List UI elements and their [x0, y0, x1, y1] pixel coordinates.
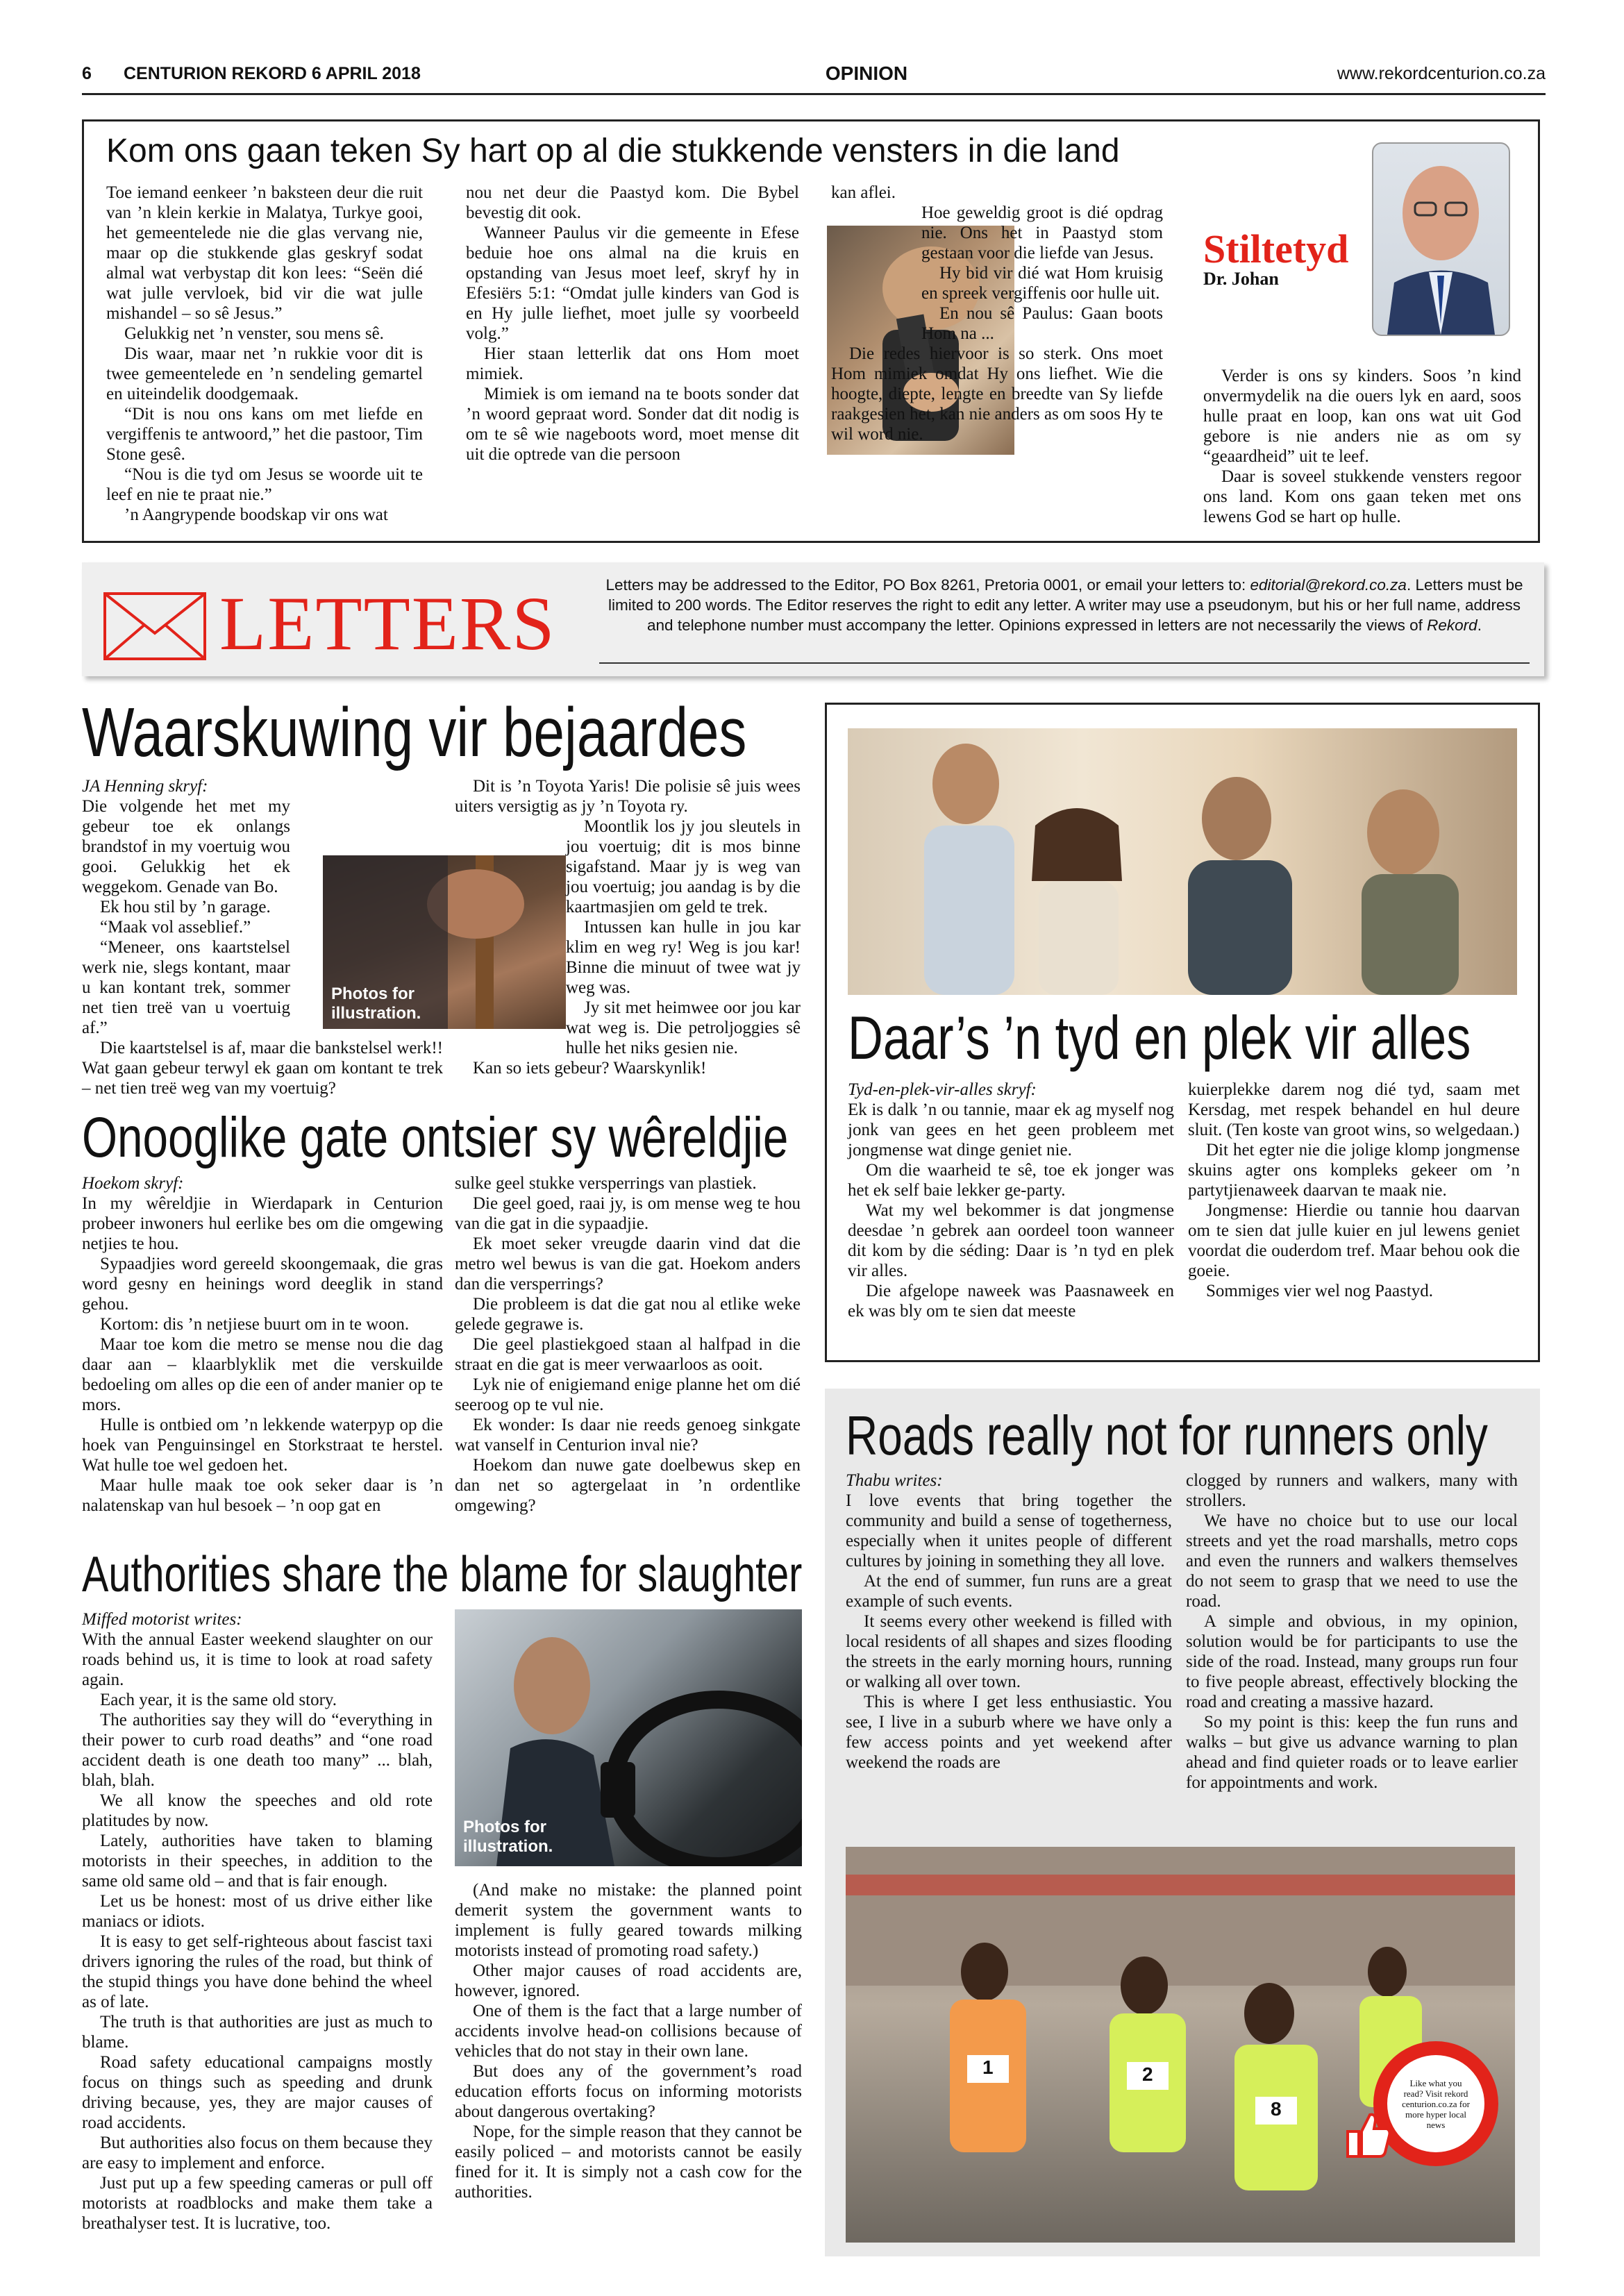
paper-date: CENTURION REKORD 6 APRIL 2018 — [124, 64, 421, 83]
paragraph: clogged by runners and walkers, many with strollers. — [1186, 1471, 1518, 1510]
paragraph: ’n Aangrypende boodskap vir ons wat — [124, 505, 388, 524]
letter4-col1 — [848, 1080, 1174, 1321]
paragraph: But does any of the government’s road education efforts focus on informing motorists about dangerous overtaking? — [455, 2062, 802, 2121]
paragraph: Dit is ’n Toyota Yaris! Die polisie sê juis wees uiters versigtig as jy ’n Toyota ry. — [455, 777, 801, 816]
paragraph: Other major causes of road accidents are, however, ignored. — [455, 1961, 802, 2000]
paragraph: “Meneer, ons kaartstelsel werk nie, slegs kontant, maar u kan kontant trek, sommer net tien treë van u voertuig af.” — [82, 938, 290, 1037]
paragraph: En nou sê Paulus: Gaan boots Hom na ... — [921, 304, 1163, 343]
stiltetyd-header — [1195, 142, 1521, 351]
letter1-photo-caption: Photos for illustration. — [331, 984, 421, 1023]
paragraph: Wat my wel bekommer is dat jongmense deesdae ’n gebrek aan oordeel toon wanneer dit kom by die séding: Daar is ’n tyd en plek vir alles. — [848, 1201, 1174, 1280]
column-col4 — [1203, 366, 1521, 527]
letter1-byline: JA Henning skryf: — [82, 777, 208, 796]
paragraph: nou net deur die Paastyd kom. Die Bybel bevestig dit ook. — [466, 183, 799, 222]
paragraph: Lyk nie of enigiemand enige planne het om dié seeroog op te vul nie. — [455, 1375, 801, 1414]
paragraph: But authorities also focus on them because they are easy to implement and enforce. — [82, 2134, 433, 2172]
paragraph: Gelukkig net ’n venster, sou mens sê. — [124, 324, 384, 343]
paragraph: Die kaartstelsel is af, maar die bankstelsel werk!! Wat gaan gebeur terwyl ek gaan om kontant te trek – net tien treë weg van my voertuig? — [82, 1039, 443, 1098]
paragraph: “Dit is nou ons kans om met liefde en vergiffenis te antwoord,” het die pastoor, Tim Stone gesê. — [106, 405, 423, 464]
paragraph: This is where I get less enthusiastic. You see, I live in a suburb where we have only a few access points and yet weekend after weekend the roads are — [846, 1693, 1172, 1772]
letter1-col2 — [455, 776, 801, 1078]
paragraph: Hoekom dan nuwe gate doelbewus skep en dan net so agtergelaat in ’n ordentlike omgewing? — [455, 1456, 801, 1515]
letter4-box — [825, 703, 1540, 1362]
paragraph: Mimiek is om iemand na te boots sonder dat ’n woord gepraat word. Sonder dat dit nodig is om te sê wie nageboots word, moet mense dit uit die optrede van die persoon — [466, 385, 799, 464]
paragraph: We have no choice but to use our local streets and yet the road marshalls, metro cops and even the runners and walkers themselves do not seem to grasp that we need to use the road. — [1186, 1511, 1518, 1611]
column-box — [82, 119, 1540, 543]
paragraph: In my wêreldjie in Wierdapark in Centurion probeer inwoners hul eerlike bes om die omgewing netjies te hou. — [82, 1194, 443, 1253]
author-portrait — [1372, 142, 1510, 336]
paragraph: Kan so iets gebeur? Waarskynlik! — [473, 1059, 707, 1078]
letter5-headline: Roads really not for runners only — [846, 1405, 1488, 1466]
paragraph: One of them is the fact that a large number of accidents involve head-on collisions because of vehicles that do not stay in their own lane. — [455, 2002, 802, 2061]
paragraph: Ek wonder: Is daar nie reeds genoeg sinkgate wat vanself in Centurion inval nie? — [455, 1416, 801, 1455]
paragraph: sulke geel stukke versperrings van plastiek. — [455, 1174, 757, 1193]
paragraph: It seems every other weekend is filled with local residents of all shapes and sizes flooding the streets in the early morning hours, running or walking all over town. — [846, 1612, 1172, 1691]
notice-text: Letters may be addressed to the Editor, PO Box 8261, Pretoria 0001, or email your letters to: — [605, 576, 1250, 594]
paragraph: So my point is this: keep the fun runs and walks – but give us advance warning to plan ahead and find quieter roads or to leave earlier for appointments and work. — [1186, 1713, 1518, 1792]
paragraph: The truth is that authorities are just as much to blame. — [82, 2013, 433, 2052]
runner-bib-number: 8 — [1271, 2098, 1282, 2120]
paragraph: Hier staan letterlik dat ons Hom moet mimiek. — [466, 344, 799, 383]
letter2-byline: Hoekom skryf: — [82, 1174, 184, 1193]
column-col3 — [831, 183, 1163, 444]
paragraph: Jongmense: Hierdie ou tannie hou daarvan om te sien dat julle kuier en jul lewens geniet voordat die ouderdom tref. Maar behou ook die goeie. — [1188, 1201, 1520, 1280]
letter3-byline: Miffed motorist writes: — [82, 1610, 242, 1629]
paragraph: Die probleem is dat die gat nou al etlike weke gelede gegrawe is. — [455, 1295, 801, 1334]
paragraph: Ek moet seker vreugde daarin vind dat die metro wel bewus is van die gat. Hoekom anders dan die versperrings? — [455, 1234, 801, 1293]
paragraph: Hy bid vir dié wat Hom kruisig en spreek vergiffenis oor hulle uit. — [921, 264, 1163, 303]
paragraph: Each year, it is the same old story. — [100, 1691, 337, 1709]
paragraph: (And make no mistake: the planned point demerit system the government wants to implement is fully geared towards milking motorists instead of promoting road safety.) — [455, 1881, 802, 1960]
letter5-photo — [846, 1847, 1515, 2243]
header-rule — [82, 93, 1546, 95]
paragraph: Ek hou stil by ’n garage. — [100, 898, 271, 916]
badge-text: Like what you read? Visit rekord centurion.co.za for more hyper local news — [1402, 2077, 1470, 2130]
paragraph: kan aflei. — [831, 183, 896, 202]
paragraph: “Nou is die tyd om Jesus se woorde uit te leef en nie te praat nie.” — [106, 465, 423, 504]
paragraph: The authorities say they will do “everything in their power to curb road deaths” and “one road accident death is one death too many” ... blah, blah, blah. — [82, 1711, 433, 1790]
author-portrait-illustration — [1373, 144, 1509, 335]
column-headline: Kom ons gaan teken Sy hart op al die stukkende vensters in die land — [106, 133, 1120, 169]
paragraph: Hulle is ontbied om ’n lekkende waterpyp op die hoek van Penguinsingel en Storkstraat te herstel. Wat hulle toe wel gedoen het. — [82, 1416, 443, 1475]
letters-notice — [599, 575, 1530, 635]
letter2-headline: Onooglike gate ontsier sy wêreldjie — [82, 1106, 789, 1169]
stiltetyd-brand: Stiltetyd — [1203, 226, 1349, 271]
like-what-you-read-badge[interactable] — [1373, 2041, 1498, 2166]
paragraph: Lately, authorities have taken to blaming motorists in their speeches, in addition to the same old same old – and that is fair enough. — [82, 1832, 433, 1891]
paragraph: Sypaadjies word gereeld skoongemaak, die gras word gesny en heinings word deeglik in stand gehou. — [82, 1255, 443, 1314]
notice-text: . Letters must be limited to 200 words. The Editor reserves the right to edit any letter. A writer may use a pseudonym, but his or her full name, address and telephone number must accompany the letter. Opinions expressed in letters are not necessarily the views of — [608, 576, 1523, 634]
letters-banner — [82, 562, 1544, 676]
website-link[interactable]: www.rekordcenturion.co.za — [1337, 64, 1546, 83]
paragraph: With the annual Easter weekend slaughter on our roads behind us, it is time to look at road safety again. — [82, 1630, 433, 1689]
letter3-headline: Authorities share the blame for slaughter — [82, 1547, 803, 1602]
letter5-col2 — [1186, 1470, 1518, 1793]
runner-bib-number: 1 — [982, 2056, 994, 2078]
paragraph: It is easy to get self-righteous about fascist taxi drivers ignoring the rules of the road, but think of the stupid things you have done behind the wheel as of late. — [82, 1932, 433, 2011]
paragraph: Ek is dalk ’n ou tannie, maar ek ag myself nog jonk van gees en het geen probleem met jongmense wat dinge geniet nie. — [848, 1100, 1174, 1159]
paragraph: Toe iemand eenkeer ’n baksteen deur die ruit van ’n klein kerkie in Malatya, Turkye gooi, het gemeentelede nie die glas vervang nie, maar op die stukkende glas geskryf sodat almal wat verbystap dit kon lees: “Seën dié wat julle vervloek, bid vir die wat julle mishandel – so sê Jesus.” — [106, 183, 423, 323]
paragraph: Verder is ons sy kinders. Soos ’n kind onvermydelik na die ouers lyk en aard, soos hulle praat en loop, kan ons wat uit God gebore is nie anders nie as om sy “geaardheid” uit te leef. — [1203, 367, 1521, 466]
page-header — [82, 61, 1546, 89]
paragraph: I love events that bring together the community and build a sense of togetherness, especially when it unites people of different cultures by joining in something they all love. — [846, 1491, 1172, 1570]
paragraph: Die redes hiervoor is so sterk. Ons moet Hom mimiek omdat Hy ons liefhet. Wie die hoogte, diepte, lengte en breedte van Sy liefde raakgesien het, kan nie anders as om soos Hy te wil word nie. — [831, 344, 1163, 444]
paragraph: Sommiges vier wel nog Paastyd. — [1206, 1282, 1434, 1300]
paragraph: We all know the speeches and old rote platitudes by now. — [82, 1791, 433, 1830]
section-label: OPINION — [825, 62, 908, 84]
paragraph: Die volgende het met my gebeur toe ek onlangs brandstof in my voertuig wou gooi. Gelukkig het ek weggekom. Genade van Bo. — [82, 797, 290, 896]
letter5-col1 — [846, 1470, 1172, 1773]
paragraph: Die geel goed, raai jy, is om mense weg te hou van die gat in die sypaadjie. — [455, 1194, 801, 1233]
paragraph: Intussen kan hulle in jou kar klim en weg ry! Weg is jou kar! Binne die minuut of twee wat jy weg was. — [566, 918, 801, 997]
letter2-col1 — [82, 1173, 443, 1516]
notice-text: . — [1477, 617, 1482, 634]
rekord-name: Rekord — [1427, 617, 1477, 634]
thumbs-up-icon — [1342, 2111, 1391, 2159]
paragraph: Daar is soveel stukkende vensters regoor ons land. Kom ons gaan teken met ons lewens God se hart op hulle. — [1203, 467, 1521, 526]
letter4-col2 — [1188, 1080, 1520, 1301]
column-col2 — [466, 183, 799, 464]
envelope-icon — [103, 592, 207, 661]
paragraph: Dis waar, maar net ’n rukkie voor dit is twee gemeentelede en ’n sendeling gemartel en uiteindelik doodgemaak. — [106, 344, 423, 403]
paragraph: Nope, for the simple reason that they cannot be easily policed – and motorists cannot be easily fined for it. It is simply not a cash cow for the authorities. — [455, 2122, 802, 2202]
letter3-photo-caption: Photos for illustration. — [463, 1818, 553, 1856]
paragraph: Wanneer Paulus vir die gemeente in Efese beduie hoe ons almal na die kruis en opstanding van Jesus moet leef, skryf hy in Efesiërs 5:1: “Omdat julle kinders van God is en Hy julle liefhet, moet julle sy voorbeeld volg.” — [466, 224, 799, 343]
column-author: Dr. Johan — [1203, 269, 1279, 289]
paragraph: Road safety educational campaigns mostly focus on things such as speeding and drunk driving because, yes, they are major causes of road accidents. — [82, 2053, 433, 2132]
paragraph: A simple and obvious, in my opinion, solution would be for participants to use the side of the road. Instead, many groups run four to five people abreast, effectively blocking the road and creating a massive hazard. — [1186, 1612, 1518, 1711]
letter5-byline: Thabu writes: — [846, 1471, 943, 1490]
paragraph: Kortom: dis ’n netjiese buurt om in te woon. — [100, 1315, 410, 1334]
letter4-headline: Daar’s ’n tyd en plek vir alles — [848, 1003, 1471, 1072]
letter4-photo — [848, 728, 1517, 995]
letter1-headline: Waarskuwing vir bejaardes — [82, 694, 747, 771]
paragraph: kuierplekke darem nog dié tyd, saam met Kersdag, met respek behandel en hul deure sluit. (Ten koste van groot wins, so welgedaan.) — [1188, 1080, 1520, 1139]
notice-rule — [599, 662, 1530, 664]
paragraph: “Maak vol asseblief.” — [100, 918, 251, 937]
page-number: 6 — [82, 64, 92, 83]
young-people-illustration — [848, 728, 1517, 995]
paragraph: Die afgelope naweek was Paasnaweek en ek was bly om te sien dat meeste — [848, 1282, 1174, 1321]
paragraph: At the end of summer, fun runs are a great example of such events. — [846, 1572, 1172, 1611]
paragraph: Moontlik los jy jou sleutels in jou voertuig; dit is mos binne sigafstand. Maar jy is weg van jou voertuig; jou aandag is by die kaartmasjien om geld te trek. — [566, 817, 801, 916]
paragraph: Die geel plastiekgoed staan al halfpad in die straat en die gat is meer verwaarloos as ooit. — [455, 1335, 801, 1374]
paragraph: Maar hulle maak toe ook seker daar is ’n nalatenskap van hul besoek – ’n oop gat en — [82, 1476, 443, 1515]
paragraph: Let us be honest: most of us drive either like maniacs or idiots. — [82, 1892, 433, 1931]
letter3-photo — [455, 1609, 802, 1866]
paragraph: Dit het egter nie die jolige klomp jongmense skuins agter ons kompleks gekeer om ’n partytjienaweek daarvan te maak nie. — [1188, 1141, 1520, 1200]
letters-title: LETTERS — [219, 581, 556, 666]
paragraph: Just put up a few speeding cameras or pull off motorists at roadblocks and make them take a breathalyser test. It is lucrative, too. — [82, 2174, 433, 2233]
paragraph: Jy sit met heimwee oor jou kar wat weg is. Die petroljoggies sê hulle het niks gesien nie. — [566, 998, 801, 1057]
letter3-col2 — [455, 1880, 802, 2202]
letter4-byline: Tyd-en-plek-vir-alles skryf: — [848, 1080, 1037, 1099]
runner-bib-number: 2 — [1142, 2063, 1153, 2085]
paragraph: Om die waarheid te sê, toe ek jonger was het ek self baie lekker ge-party. — [848, 1161, 1174, 1200]
paragraph: Maar toe kom die metro se mense nou die dag daar aan – klaarblyklik met die verskuilde bedoeling om alles op die een of ander manier op te mors. — [82, 1335, 443, 1414]
letter2-col2 — [455, 1173, 801, 1516]
paragraph: Hoe geweldig groot is dié opdrag nie. Ons het in Paastyd stom gestaan voor die liefde van Jesus. — [921, 203, 1163, 262]
column-col1 — [106, 183, 423, 525]
editor-email[interactable]: editorial@rekord.co.za — [1250, 576, 1407, 594]
letter3-col1 — [82, 1609, 433, 2234]
letter5-box — [825, 1389, 1540, 2256]
